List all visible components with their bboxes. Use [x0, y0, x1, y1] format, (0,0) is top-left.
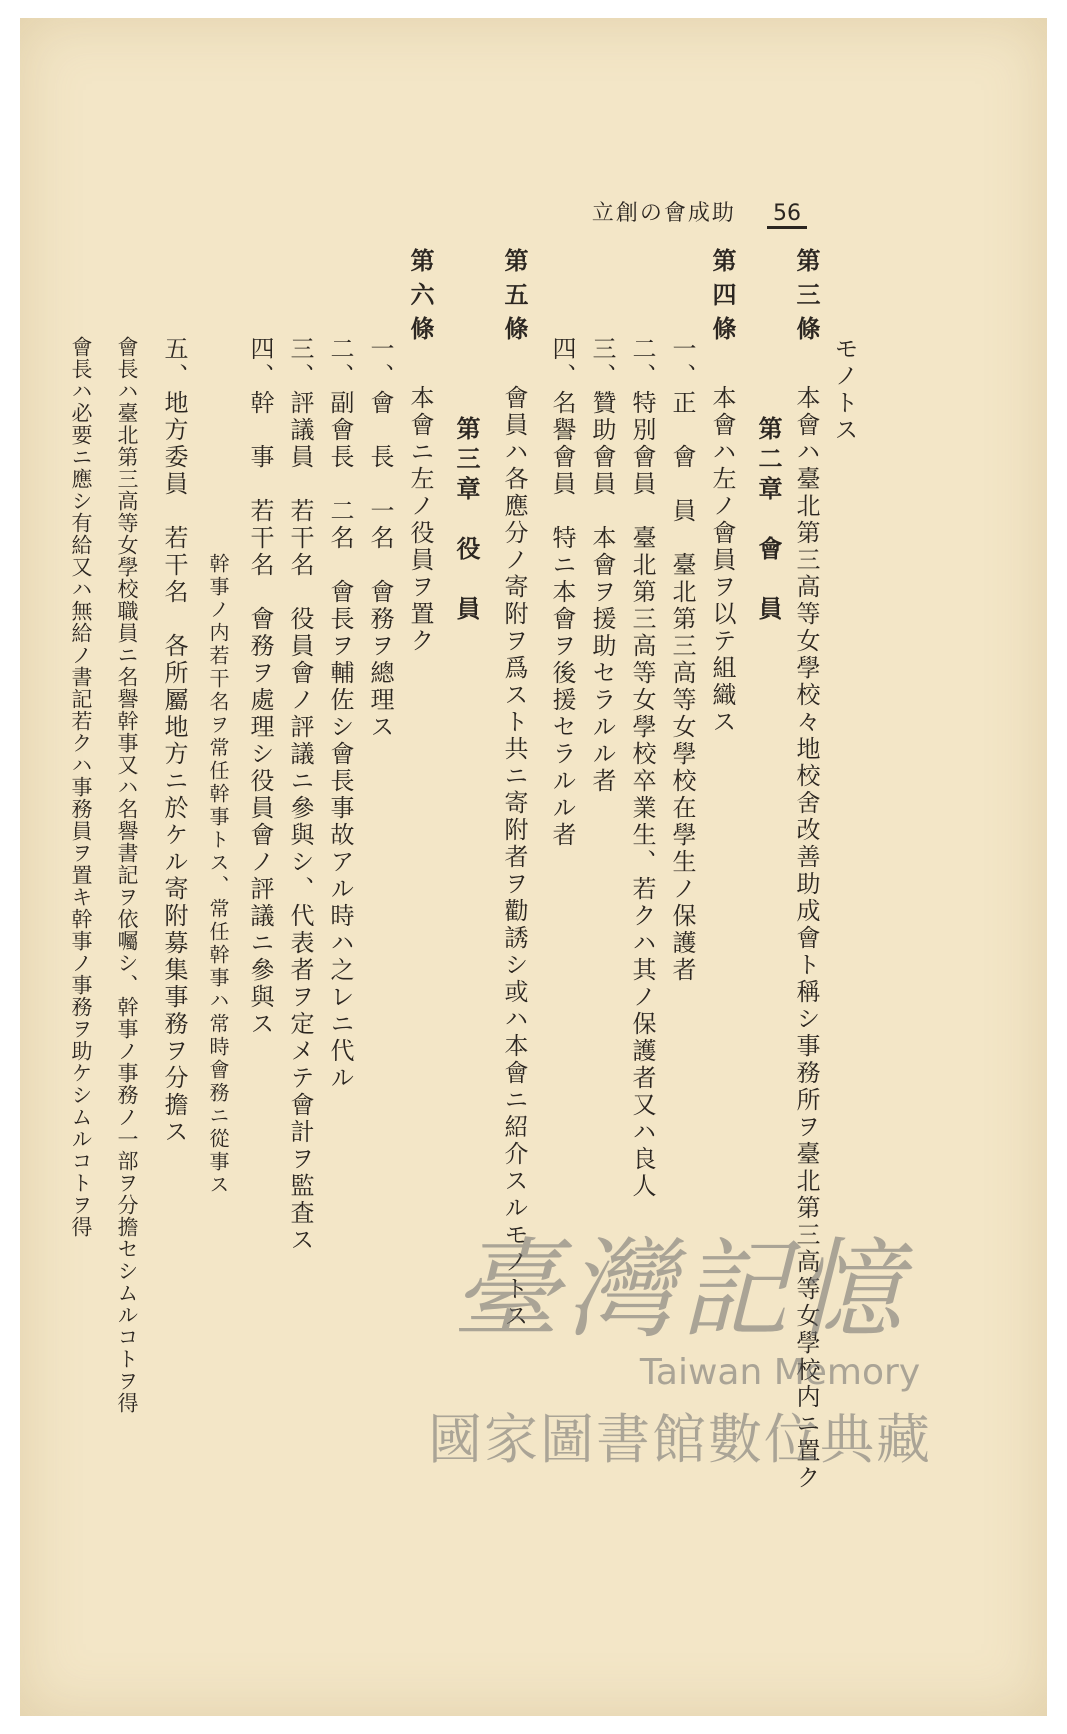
- officer-note: 幹事ノ内若干名ヲ常任幹事トス、常任幹事ハ常時會務ニ從事ス: [206, 553, 230, 1197]
- chapter-3-heading: 第三章 役 員: [452, 416, 481, 626]
- member-item-1: 一、正 會 員 臺北第三高等女學校在學生ノ保護者: [668, 336, 696, 984]
- member-item-2: 二、特別會員 臺北第三高等女學校卒業生、若クハ其ノ保護者又ハ良人: [628, 336, 656, 1200]
- clause-clerks: 會長ハ必要ニ應シ有給又ハ無給ノ書記若クハ事務員ヲ置キ幹事ノ事務ヲ助ケシムルコトヲ得: [69, 336, 93, 1238]
- member-item-3: 三、贊助會員 本會ヲ援助セラルル者: [588, 336, 616, 795]
- article-text: 會員ハ各應分ノ寄附ヲ爲スト共ニ寄附者ヲ勸誘シ或ハ本會ニ紹介スルモノトス: [500, 384, 528, 1330]
- officer-item-4: 四、幹 事 若干名 會務ヲ處理シ役員會ノ評議ニ參與ス: [246, 336, 274, 1038]
- page-header: [592, 196, 807, 227]
- officer-item-2: 二、副會長 二名 會長ヲ輔佐シ會長事故アル時ハ之レニ代ル: [326, 336, 354, 1092]
- article-number: 第三條: [792, 248, 821, 350]
- watermark-library: 國家圖書館數位典藏: [428, 1408, 932, 1471]
- article-number: 第六條: [406, 248, 435, 350]
- article-number: 第五條: [500, 248, 529, 350]
- running-title: 立創の會成助: [591, 201, 736, 226]
- chapter-2-heading: 第二章 會 員: [754, 416, 783, 626]
- document-page: [20, 18, 1047, 1716]
- page-number: 56: [767, 201, 807, 229]
- watermark: [420, 1203, 940, 1471]
- article-text: 本會ニ左ノ役員ヲ置ク: [406, 384, 434, 655]
- article-text: 本會ハ左ノ會員ヲ以テ組織ス: [708, 384, 736, 736]
- watermark-logo-text: 臺灣記憶: [451, 1228, 908, 1353]
- article-number: 第四條: [708, 248, 737, 350]
- text-column-1: モノトス: [830, 336, 858, 444]
- article-text: 本會ハ臺北第三高等女學校々地校舍改善助成會ト稱シ事務所ヲ臺北第三高等女學校内ニ置ク: [792, 384, 820, 1492]
- watermark-english: Taiwan Memory: [639, 1352, 921, 1393]
- clause-honorary: 會長ハ臺北第三高等女學校職員ニ名譽幹事又ハ名譽書記ヲ依囑シ、幹事ノ事務ノ一部ヲ分擔セシムルコトヲ得: [115, 336, 139, 1414]
- officer-item-5: 五、地方委員 若干名 各所屬地方ニ於ケル寄附募集事務ヲ分擔ス: [160, 336, 188, 1146]
- article-6: [406, 248, 435, 655]
- article-5: [500, 248, 529, 1330]
- member-item-4: 四、名譽會員 特ニ本會ヲ後援セラルル者: [548, 336, 576, 849]
- article-3: [792, 248, 821, 1492]
- officer-item-3: 三、評議員 若干名 役員會ノ評議ニ參與シ、代表者ヲ定メテ會計ヲ監査ス: [286, 336, 314, 1254]
- officer-item-1: 一、會 長 一名 會務ヲ總理ス: [366, 336, 394, 741]
- article-4: [708, 248, 737, 736]
